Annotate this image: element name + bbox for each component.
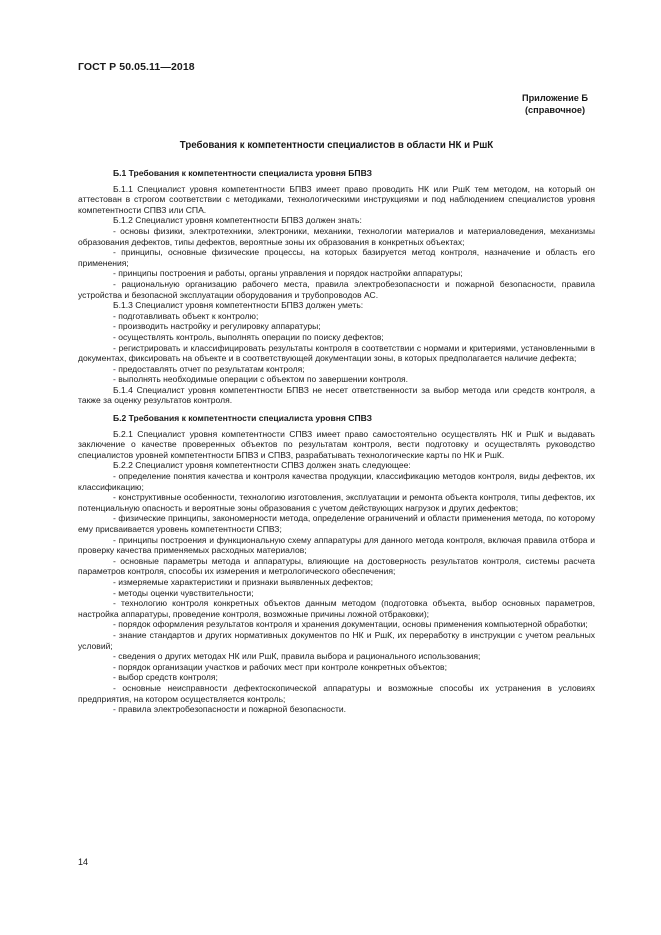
list-item: - производить настройку и регулировку аппаратуры; [113,321,321,332]
document-body [78,168,595,715]
list-item: - основные неисправности дефектоскопической аппаратуры и возможные способы их устранения в условиях предприятия, на котором осуществляется контроль; [78,682,595,704]
list-item: - определение понятия качества и контроля качества продукции, классификацию методов контроля, виды дефектов, их классификацию; [78,471,595,492]
list-item: - измеряемые характеристики и признаки выявленных дефектов; [113,576,374,587]
list-item: - конструктивные особенности, технологию изготовления, эксплуатации и ремонта объекта контроля, типы дефектов, их потенциальную опасность и вероятные зоны образования с учетом действующих нагрузок и других дефектов; [78,492,595,513]
list-item: - знание стандартов и других нормативных документов по НК и РшК, их переработку в инструкции с учетом реальных условий; [78,629,595,651]
list-item: - порядок оформления результатов контроля и хранения документации, основы применения компьютерной обработки; [113,619,588,630]
page-number: 14 [78,857,89,867]
list-item: - принципы, основные физические процессы, на которых базируется метод контроля, назначение и область его применения; [78,247,595,268]
document-header: ГОСТ Р 50.05.11—2018 [78,61,195,73]
list-item: - принципы построения и функциональную схему аппаратуры для данного метода контроля, включая правила отбора и проверку качества применяемых расходных материалов; [78,534,595,556]
list-item: - основы физики, электротехники, электроники, механики, технологии материалов и материаловедения, механизмы образования дефектов, типы дефектов, вероятные зоны их образования в конкретных объектах; [78,225,595,247]
paragraph: Б.1.4 Специалист уровня компетентности БПВЗ не несет ответственности за выбор метода или средств контроля, а также за оценку результатов контроля. [78,384,595,406]
main-title: Требования к компетентности специалистов в области НК и РшК [179,140,494,151]
paragraph: Б.2.1 Специалист уровня компетентности СПВЗ имеет право самостоятельно осуществлять НК и РшК и выдавать заключение о качестве проверенных объектов по результатам контроля, вести подготовку и осуществлять руководство специалистов уровней компетентности БПВЗ и СПВЗ, разрабатывать технологические карты по НК и РшК. [78,428,595,460]
list-item: - сведения о других методах НК или РшК, правила выбора и рационального использования; [113,651,481,662]
paragraph: Б.1.1 Специалист уровня компетентности БПВЗ имеет право проводить НК или РшК тем методом, на который он аттестован в строгом соответствии с методиками, технологическими инструкциями и под наблюдением специалистов уровня компетентности СПВЗ или СПА. [78,183,595,215]
section-heading: Б.2 Требования к компетентности специалиста уровня СПВЗ [113,413,373,424]
list-item: - подготавливать объект к контролю; [113,310,259,321]
appendix-subtitle: (справочное) [524,105,585,115]
paragraph: Б.1.3 Специалист уровня компетентности БПВЗ должен уметь: [113,300,364,311]
list-item: - основные параметры метода и аппаратуры, влияющие на достоверность результатов контроля, системы расчета параметров контроля, способы их измерения и метрологического обеспечения; [78,555,595,577]
list-item: - физические принципы, закономерности метода, определение ограничений и области применения метода, по которому ему присваивается уровень компетентности СПВЗ; [78,513,595,534]
list-item: - технологию контроля конкретных объектов данным методом (подготовка объекта, выбор основных параметров, настройка аппаратуры, проведение контроля, возможные причины ложной отбраковки); [78,598,595,619]
section-heading: Б.1 Требования к компетентности специалиста уровня БПВЗ [113,168,372,178]
list-item: - методы оценки чувствительности; [113,587,254,598]
list-item: - выполнять необходимые операции с объектом по завершении контроля. [113,374,409,385]
list-item: - выбор средств контроля; [113,672,218,683]
list-item: - предоставлять отчет по результатам контроля; [113,363,305,374]
appendix-block [78,92,595,116]
list-item: - рациональную организацию рабочего места, правила электробезопасности и пожарной безопасности, правила устройства и безопасной эксплуатации оборудования и трубопроводов АС. [78,278,595,300]
list-item: - порядок организации участков и рабочих мест при контроле конкретных объектов; [113,661,447,672]
appendix-title: Приложение Б [521,93,589,103]
list-item: - принципы построения и работы, органы управления и порядок настройки аппаратуры; [113,268,463,279]
paragraph: Б.1.2 Специалист уровня компетентности БПВЗ должен знать: [113,215,362,226]
paragraph: Б.2.2 Специалист уровня компетентности СПВЗ должен знать следующее: [113,460,411,471]
list-item: - правила электробезопасности и пожарной безопасности. [113,704,347,715]
list-item: - регистрировать и классифицировать результаты контроля в соответствии с нормами и критериями, установленными в документах, фиксировать на объекте и в соответствующей документации зоны, в которых предполагается наличие дефекта; [78,342,595,364]
list-item: - осуществлять контроль, выполнять операции по поиску дефектов; [113,331,384,342]
